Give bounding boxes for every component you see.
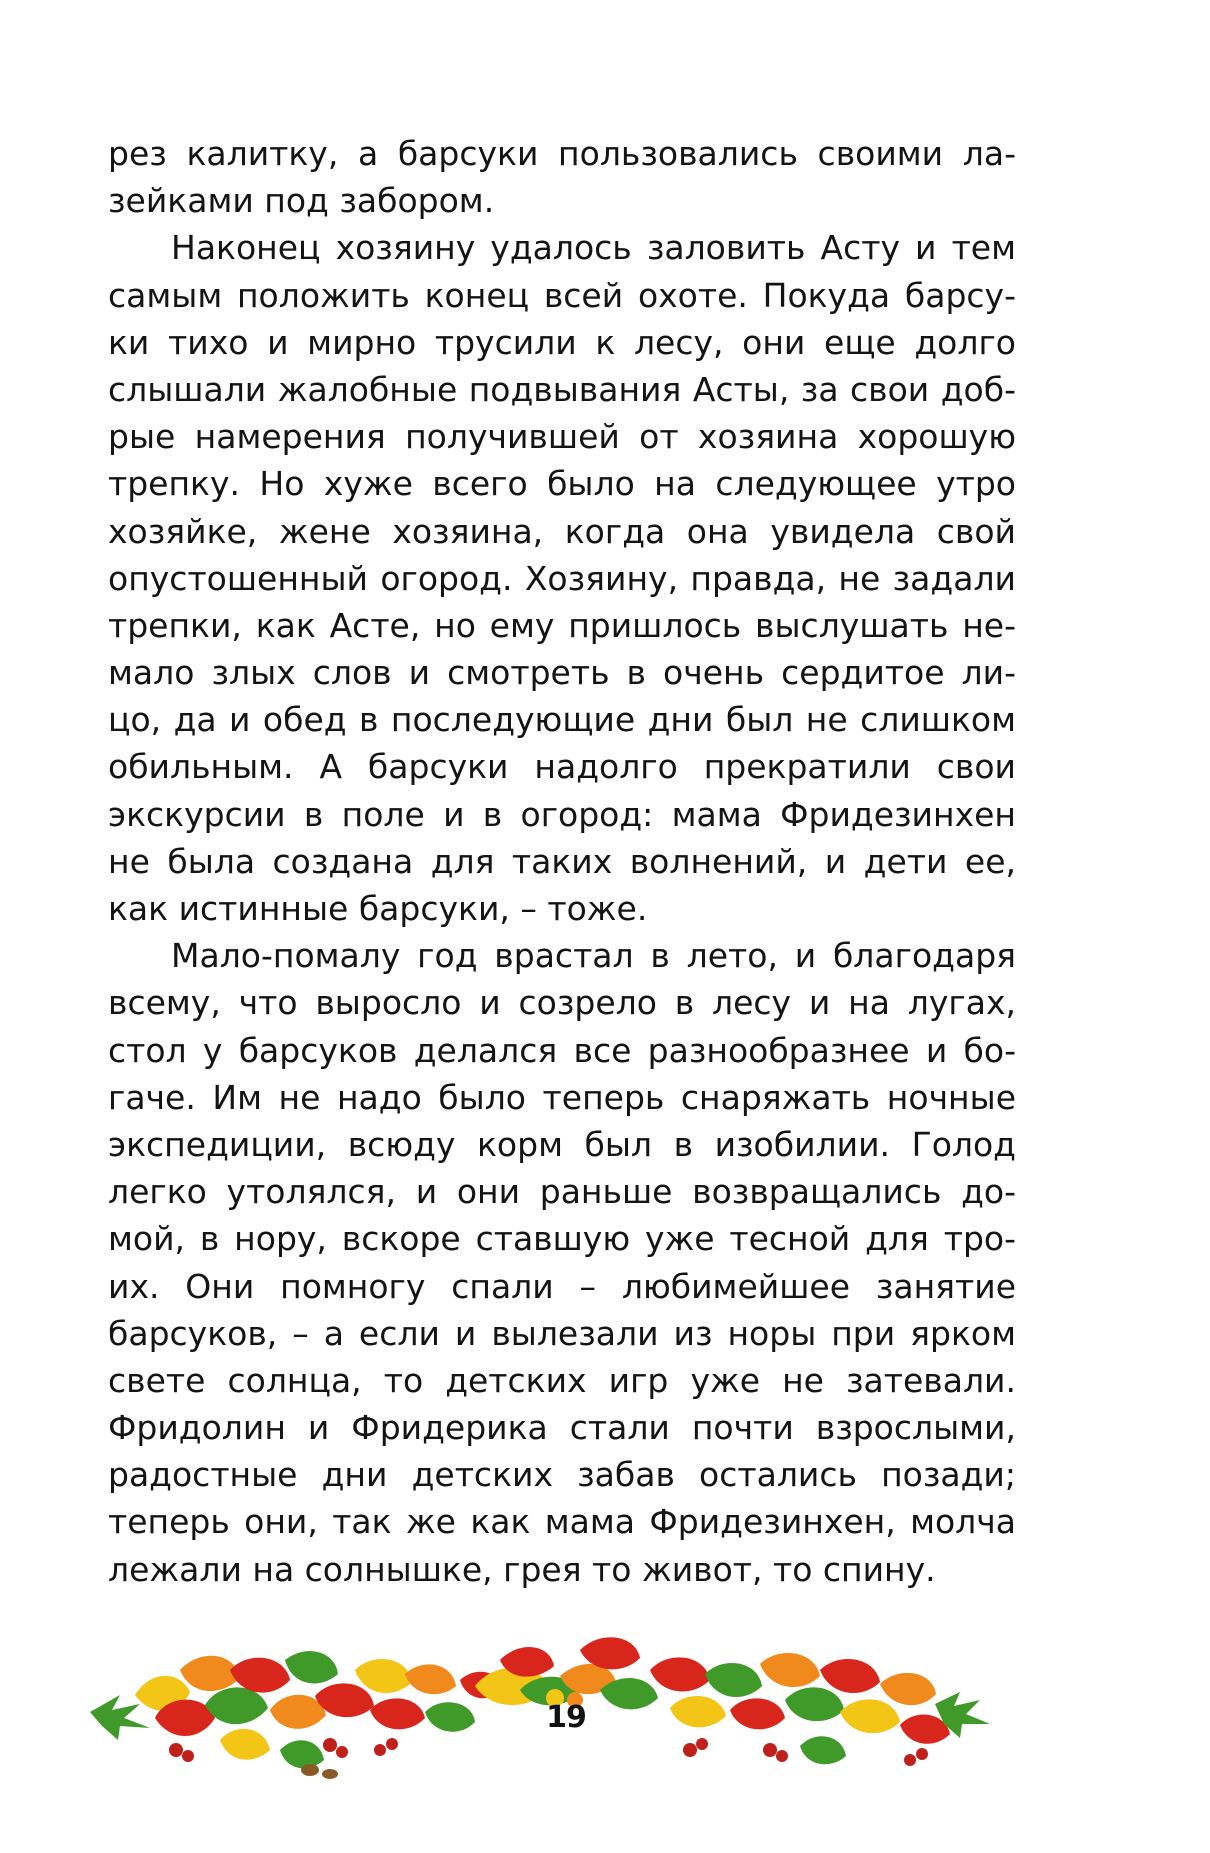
text-line: как истинные барсуки, – тоже. [108, 889, 648, 928]
text-line: рые намерения получившей от хозяина хорошую [108, 417, 1016, 457]
page-number: 19 [546, 1700, 586, 1735]
text-line: Фридолин и Фридерика стали почти взрослыми, [108, 1408, 1016, 1448]
text-line: Наконец хозяину удалось заловить Асту и тем [171, 228, 1016, 268]
body-text [108, 130, 1016, 1593]
text-line: экскурсии в поле и в огород: мама Фридезинхен [108, 794, 1016, 834]
text-line: не была создана для таких волнений, и дети ее, [108, 841, 1016, 881]
text-line: Мало-помалу год врастал в лето, и благодаря [171, 936, 1016, 976]
text-line: барсуков, – а если и вылезали из норы при ярком [108, 1313, 1016, 1353]
text-line: свете солнца, то детских игр уже не затевали. [108, 1360, 1016, 1400]
text-line: легко утолялся, и они раньше возвращались до- [108, 1172, 1016, 1212]
text-line: гаче. Им не надо было теперь снаряжать ночные [108, 1077, 1016, 1117]
text-line: экспедиции, всюду корм был в изобилии. Голод [108, 1124, 1016, 1164]
text-line: лежали на солнышке, грея то живот, то спину. [108, 1549, 936, 1589]
leaf-cluster-right [650, 1653, 990, 1766]
text-line: их. Они помногу спали – любимейшее занятие [108, 1266, 1016, 1306]
text-line: хозяйке, жене хозяина, когда она увидела свой [108, 511, 1016, 551]
text-line: мало злых слов и смотреть в очень сердитое ли- [108, 653, 1016, 693]
text-line: теперь они, так же как мама Фридезинхен, молча [108, 1502, 1016, 1542]
text-line: зейками под забором. [108, 181, 495, 221]
text-line: трепку. Но хуже всего было на следующее утро [108, 464, 1016, 504]
text-line: трепки, как Асте, но ему пришлось выслушать не- [108, 605, 1016, 645]
text-line: цо, да и обед в последующие дни был не слишком [108, 700, 1016, 740]
text-line: ки тихо и мирно трусили к лесу, они еще долго [108, 322, 1016, 362]
text-line: обильным. А барсуки надолго прекратили свои [108, 747, 1016, 787]
text-line: рез калитку, а барсуки пользовались своими ла- [108, 134, 1016, 173]
leaf-cluster-left [90, 1651, 502, 1779]
text-line: опустошенный огород. Хозяину, правда, не задали [108, 558, 1016, 598]
text-line: слышали жалобные подвывания Асты, за свои доб- [108, 369, 1016, 409]
text-line: всему, что выросло и созрело в лесу и на лугах, [108, 983, 1016, 1023]
text-line: стол у барсуков делался все разнообразнее и бо- [108, 1030, 1016, 1070]
text-line: мой, в нору, вскоре ставшую уже тесной для тро- [108, 1219, 1016, 1259]
text-line: самым положить конец всей охоте. Покуда барсу- [108, 275, 1016, 315]
leaf-cluster-center [475, 1637, 658, 1709]
text-line: радостные дни детских забав остались позади; [108, 1455, 1016, 1495]
